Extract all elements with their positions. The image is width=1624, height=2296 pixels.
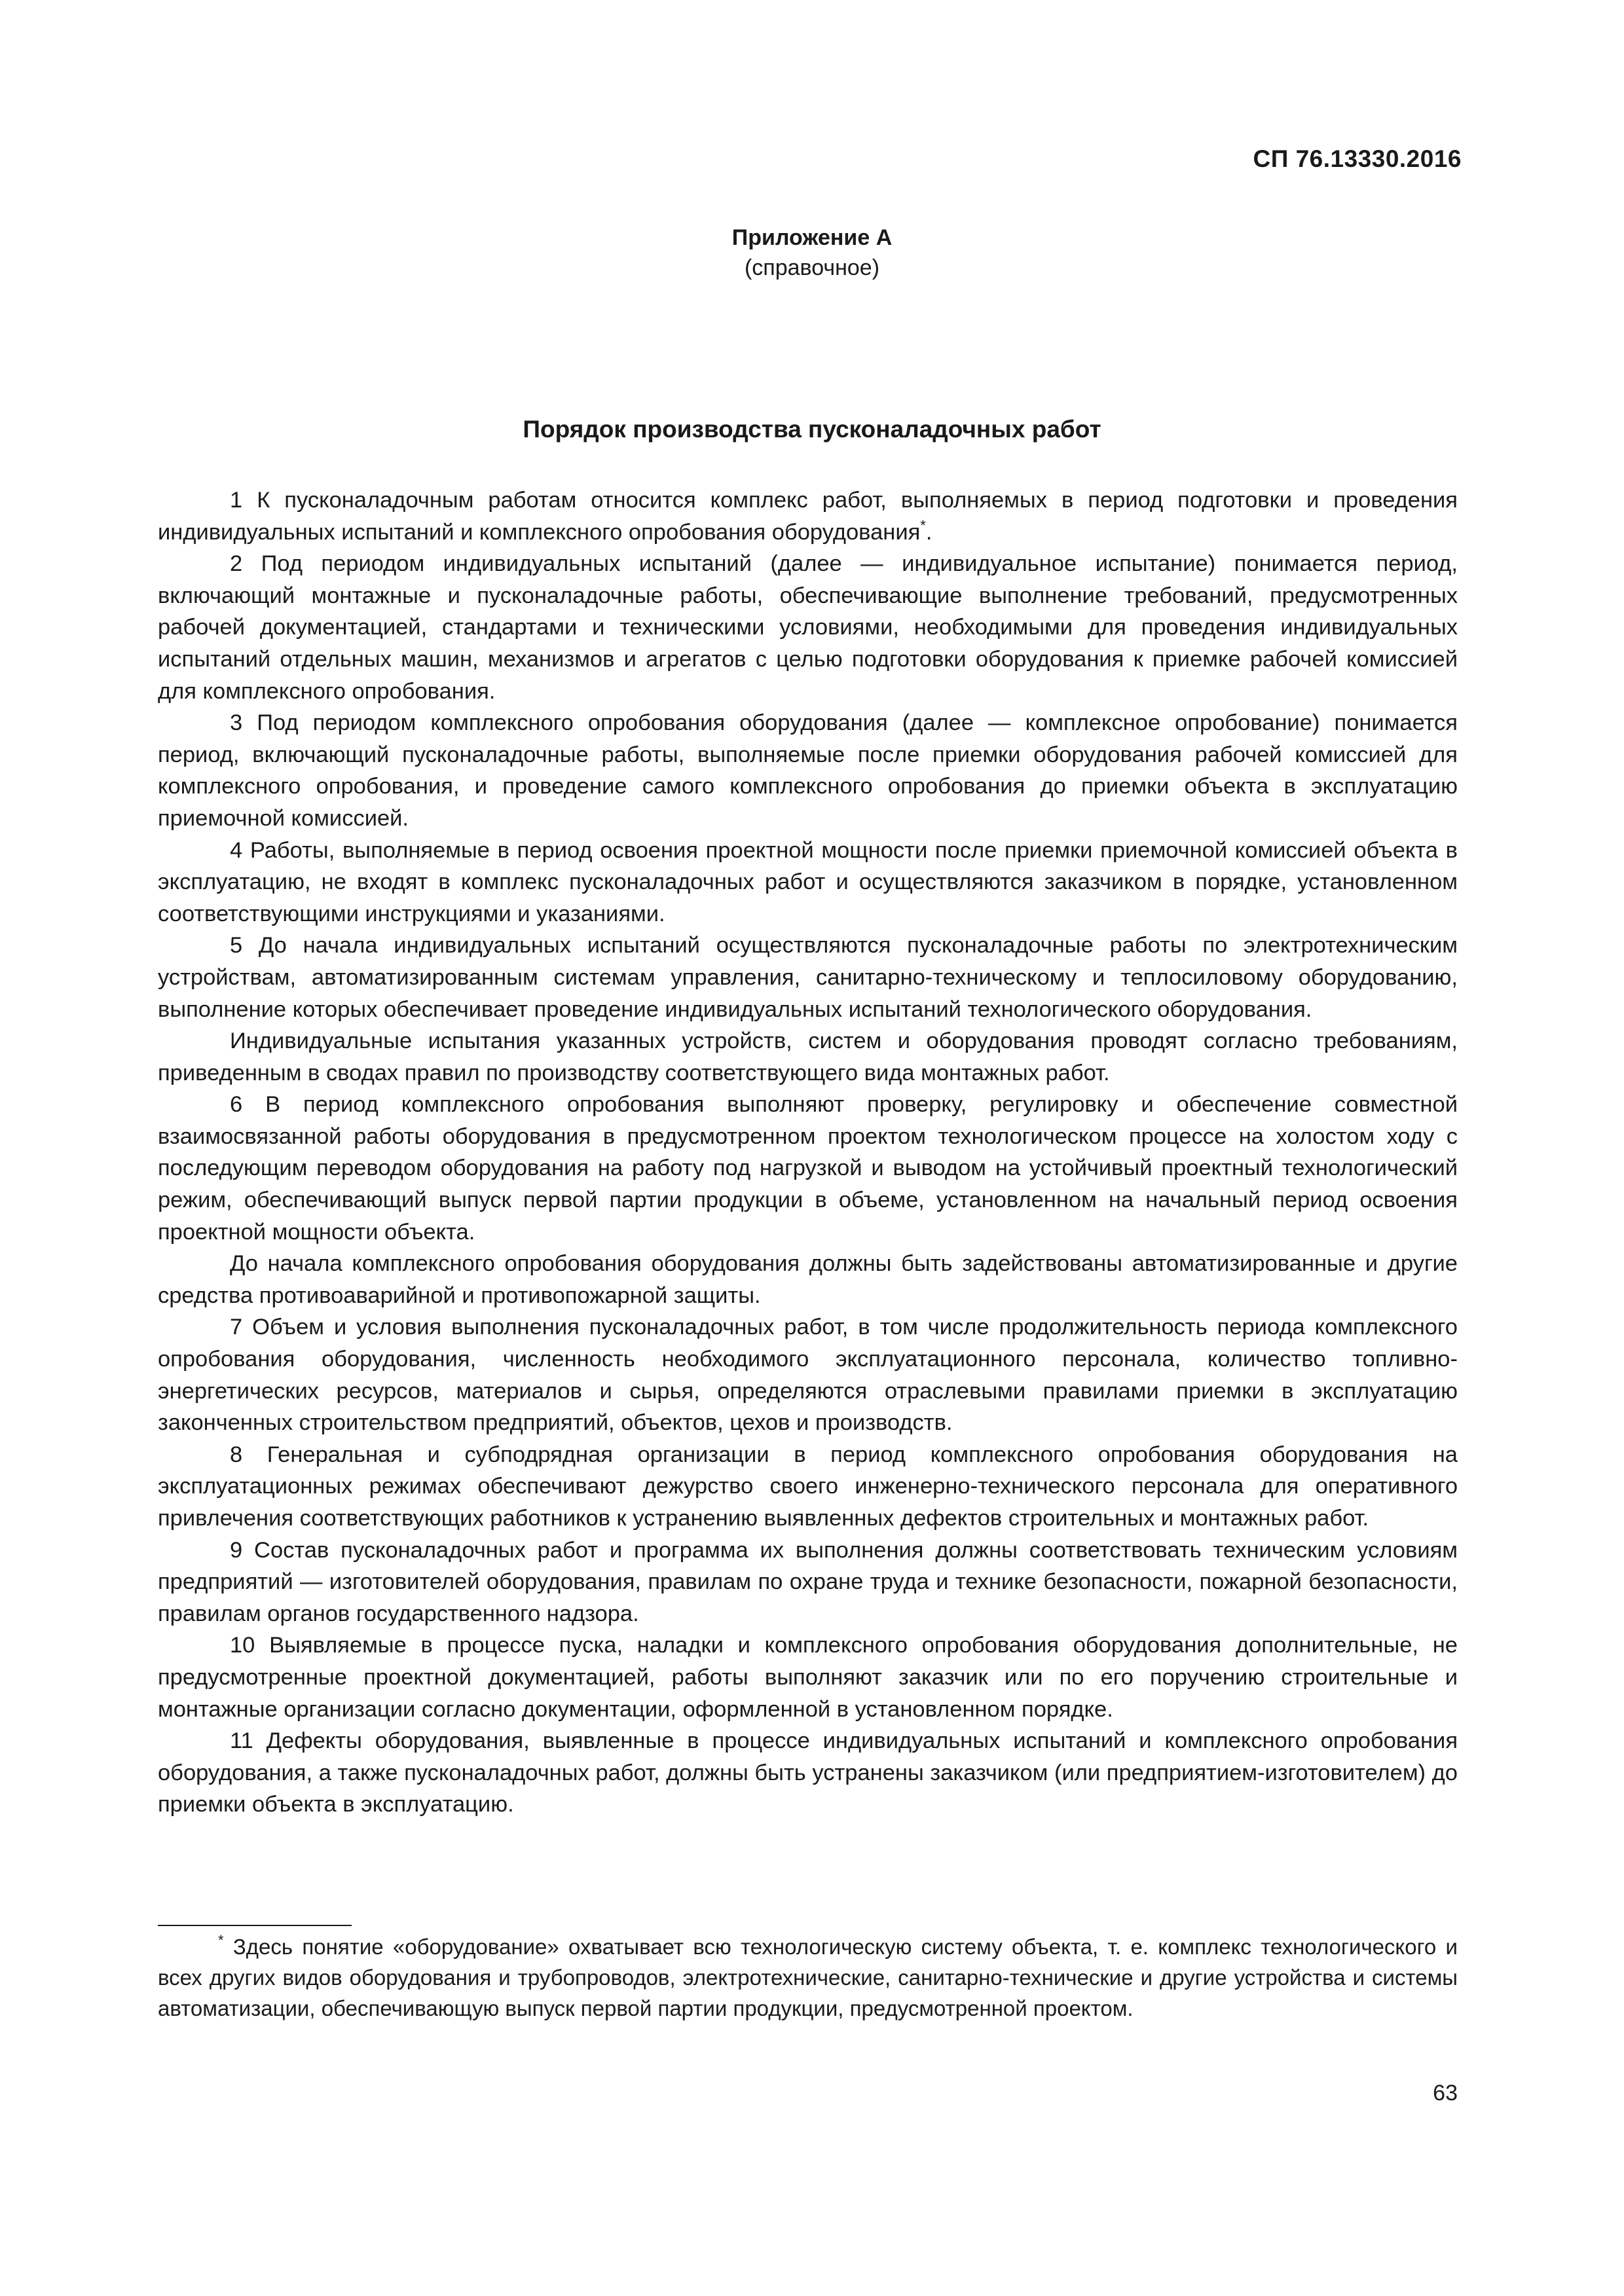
body-text	[158, 484, 1458, 1821]
footnote-text: Здесь понятие «оборудование» охватывает всю технологическую систему объекта, т. е. комплекс технологического и всех других видов оборудования и трубопроводов, электротехнические, санитарно-технические и другие устройства и системы автоматизации, обеспечивающую выпуск первой партии продукции, предусмотренной проектом.	[158, 1935, 1458, 2020]
appendix-header	[0, 223, 1624, 283]
footnote-reference: *	[920, 517, 926, 534]
appendix-subtitle: (справочное)	[744, 255, 880, 280]
paragraph-text: 1 К пусконаладочным работам относится комплекс работ, выполняемых в период подготовки и проведения индивидуальных испытаний и комплексного опробования оборудования	[158, 488, 1458, 545]
paragraph-tail: .	[925, 519, 932, 545]
section-heading: Порядок производства пусконаладочных работ	[523, 416, 1101, 443]
paragraph: До начала комплексного опробования оборудования должны быть задействованы автоматизированные и другие средства противоаварийной и противопожарной защиты.	[158, 1251, 1458, 1308]
paragraph: Индивидуальные испытания указанных устройств, систем и оборудования проводят согласно требованиям, приведенным в сводах правил по производству соответствующего вида монтажных работ.	[158, 1029, 1458, 1085]
footnote	[158, 1931, 1458, 2024]
paragraph: 9 Состав пусконаладочных работ и программа их выполнения должны соответствовать техническим условиям предприятий — изготовителей оборудования, правилам по охране труда и технике безопасности, пожарной безопасности, правилам органов государственного надзора.	[158, 1537, 1458, 1626]
paragraph: 11 Дефекты оборудования, выявленные в процессе индивидуальных испытаний и комплексного опробования оборудования, а также пусконаладочных работ, должны быть устранены заказчиком (или предприятием-изготовителем) до приемки объекта в эксплуатацию.	[158, 1728, 1458, 1817]
footnote-paragraph	[158, 1931, 1458, 2024]
paragraph: 6 В период комплексного опробования выполняют проверку, регулировку и обеспечение совместной взаимосвязанной работы оборудования в предусмотренном проектом технологическом процессе на холостом ходу с последующим переводом оборудования на работу под нагрузкой и выводом на устойчивый проектный технологический режим, обеспечивающий выпуск первой партии продукции в объеме, установленном на начальный период освоения проектной мощности объекта.	[158, 1092, 1458, 1245]
paragraph: 4 Работы, выполняемые в период освоения проектной мощности после приемки приемочной комиссией объекта в эксплуатацию, не входят в комплекс пусконаладочных работ и осуществляются заказчиком в порядке, установленном соответствующими инструкциями и указаниями.	[158, 837, 1458, 926]
appendix-title: Приложение А	[731, 225, 893, 250]
paragraph: 5 До начала индивидуальных испытаний осуществляются пусконаладочные работы по электротехническим устройствам, автоматизированным системам управления, санитарно-техническому и теплосиловому оборудованию, выполнение которых обеспечивает проведение индивидуальных испытаний технологического оборудования.	[158, 933, 1458, 1022]
paragraph: 8 Генеральная и субподрядная организации в период комплексного опробования оборудования на эксплуатационных режимах обеспечивают дежурство своего инженерно-технического персонала для оперативного привлечения соответствующих работников к устранению выявленных дефектов строительных и монтажных работ.	[158, 1442, 1458, 1531]
paragraph	[158, 484, 1458, 548]
page-number: 63	[1433, 2081, 1458, 2105]
paragraph: 2 Под периодом индивидуальных испытаний (далее — индивидуальное испытание) понимается период, включающий монтажные и пусконаладочные работы, обеспечивающие выполнение требований, предусмотренных рабочей документацией, стандартами и техническими условиями, необходимыми для проведения индивидуальных испытаний отдельных машин, механизмов и агрегатов с целью подготовки оборудования к приемке рабочей комиссией для комплексного опробования.	[158, 551, 1458, 704]
paragraph: 7 Объем и условия выполнения пусконаладочных работ, в том числе продолжительность периода комплексного опробования оборудования, численность необходимого эксплуатационного персонала, количество топливно-энергетических ресурсов, материалов и сырья, определяются отраслевыми правилами приемки в эксплуатацию законченных строительством предприятий, объектов, цехов и производств.	[158, 1315, 1458, 1436]
footnote-divider	[158, 1925, 352, 1926]
paragraph: 10 Выявляемые в процессе пуска, наладки и комплексного опробования оборудования дополнительные, не предусмотренные проектной документацией, работы выполняют заказчик или по его поручению строительные и монтажные организации согласно документации, оформленной в установленном порядке.	[158, 1633, 1458, 1722]
paragraph: 3 Под периодом комплексного опробования оборудования (далее — комплексное опробование) понимается период, включающий пусконаладочные работы, выполняемые после приемки оборудования рабочей комиссией для комплексного опробования, и проведение самого комплексного опробования до приемки объекта в эксплуатацию приемочной комиссией.	[158, 710, 1458, 831]
footnote-mark: *	[218, 1932, 224, 1948]
document-code: СП 76.13330.2016	[1253, 145, 1462, 172]
